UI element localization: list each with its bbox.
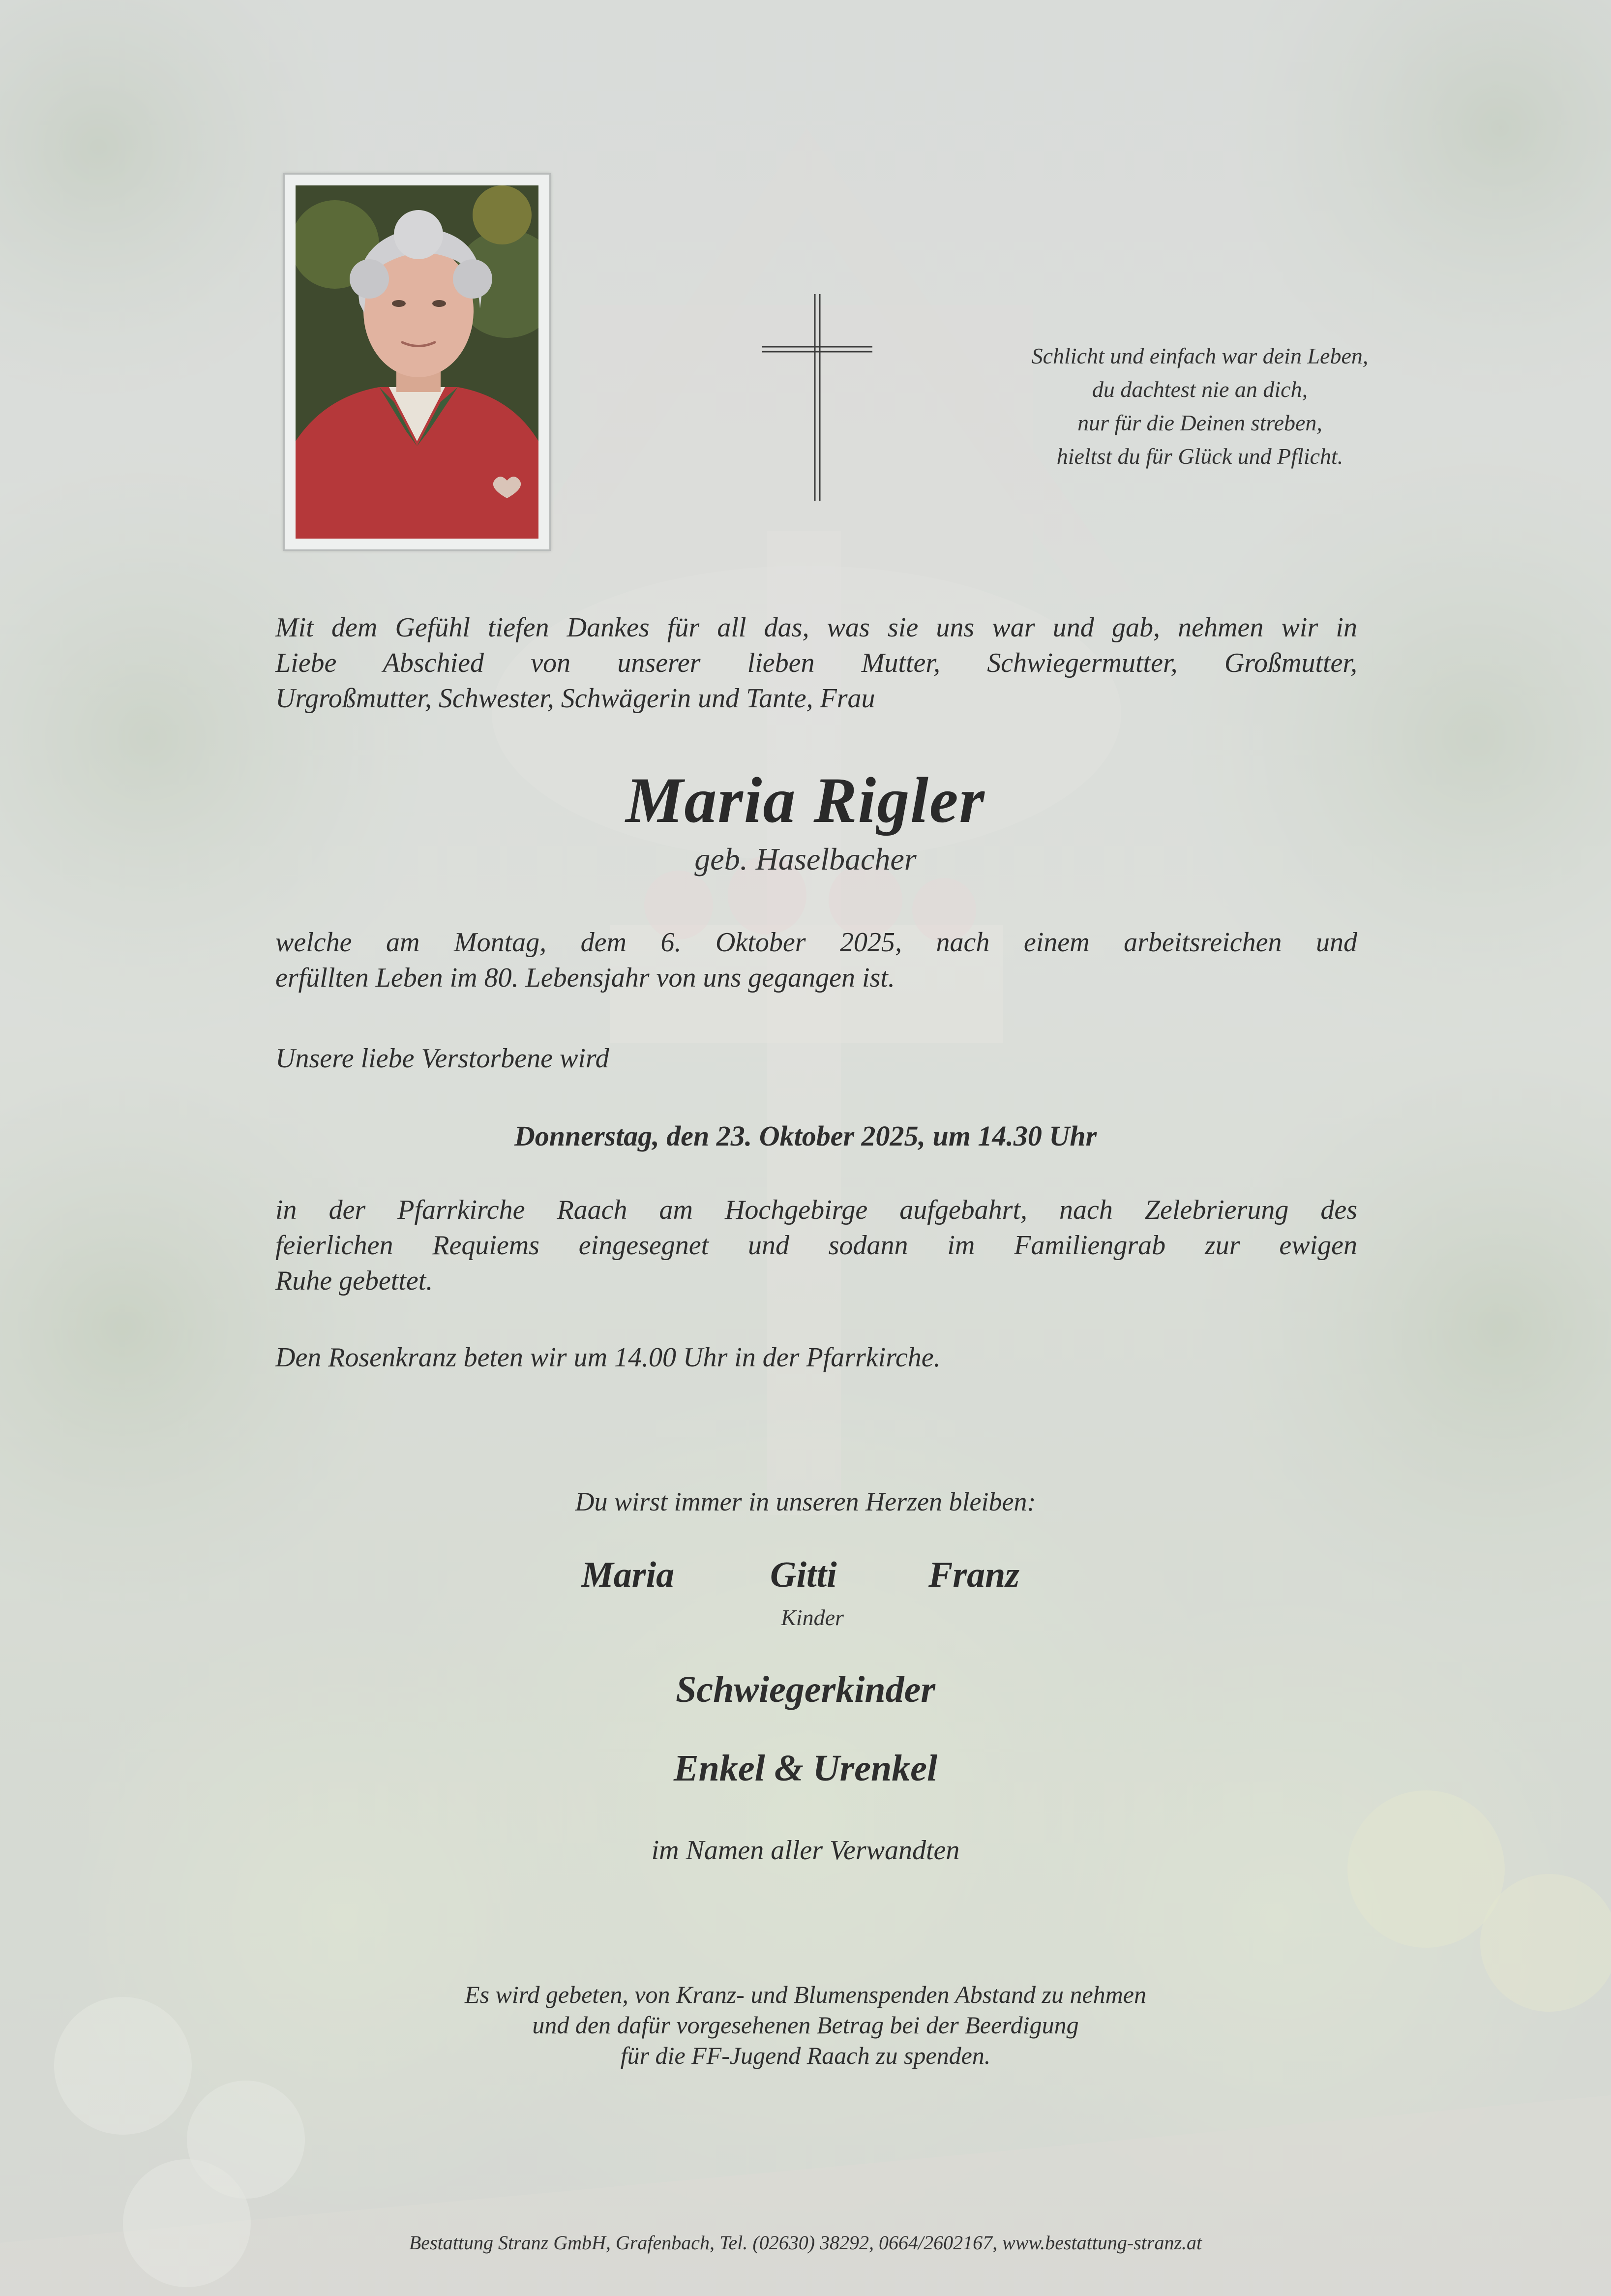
- footer-undertaker: Bestattung Stranz GmbH, Grafenbach, Tel. (02630) 38292, 0664/2602167, www.bestattung-stranz.at: [409, 2232, 1202, 2254]
- portrait-image: [296, 185, 538, 539]
- child-name: Gitti: [770, 1555, 837, 1595]
- child-name: Maria: [581, 1555, 675, 1595]
- poem-line: hieltst du für Glück und Pflicht.: [1056, 444, 1343, 469]
- death-notice: [275, 925, 1357, 996]
- donation-line: und den dafür vorgesehenen Betrag bei der Beerdigung: [532, 2011, 1079, 2039]
- rosary-notice: Den Rosenkranz beten wir um 14.00 Uhr in der Pfarrkirche.: [275, 1342, 941, 1373]
- grandchildren: Enkel & Urenkel: [673, 1748, 938, 1789]
- funeral-text-line: Ruhe gebettet.: [275, 1266, 433, 1296]
- funeral-text-line: in der Pfarrkirche Raach am Hochgebirge aufgebahrt, nach Zelebrierung des: [275, 1195, 1357, 1225]
- death-notice-line: erfüllten Leben im 80. Lebensjahr von uns gegangen ist.: [275, 963, 895, 993]
- cross-icon: [762, 294, 872, 501]
- funeral-intro: Unsere liebe Verstorbene wird: [275, 1043, 609, 1074]
- poem-line: Schlicht und einfach war dein Leben,: [1031, 343, 1369, 368]
- intro-line: Liebe Abschied von unserer lieben Mutter, Schwiegermutter, Großmutter,: [275, 648, 1357, 678]
- death-notice-line: welche am Montag, dem 6. Oktober 2025, nach einem arbeitsreichen und: [275, 927, 1357, 958]
- funeral-date: Donnerstag, den 23. Oktober 2025, um 14.30 Uhr: [514, 1120, 1097, 1152]
- poem-line: du dachtest nie an dich,: [1092, 377, 1308, 402]
- relatives-line: im Namen aller Verwandten: [651, 1835, 960, 1866]
- poem: [964, 339, 1436, 473]
- donation-line: für die FF-Jugend Raach zu spenden.: [620, 2042, 991, 2069]
- funeral-text: [275, 1192, 1357, 1299]
- poem-line: nur für die Deinen streben,: [1077, 410, 1322, 435]
- funeral-text-line: feierlichen Requiems eingesegnet und sodann im Familiengrab zur ewigen: [275, 1230, 1357, 1261]
- donation-line: Es wird gebeten, von Kranz- und Blumenspenden Abstand zu nehmen: [465, 1981, 1146, 2008]
- portrait-photo: [283, 173, 551, 551]
- intro-paragraph: [275, 610, 1357, 716]
- deceased-name: Maria Rigler: [626, 764, 985, 836]
- child-name: Franz: [928, 1555, 1020, 1595]
- in-laws: Schwiegerkinder: [676, 1669, 935, 1710]
- children-label: Kinder: [781, 1605, 844, 1630]
- remembrance-line: Du wirst immer in unseren Herzen bleiben:: [575, 1487, 1036, 1516]
- intro-line: Urgroßmutter, Schwester, Schwägerin und Tante, Frau: [275, 683, 875, 714]
- donation-request: [0, 1979, 1611, 2071]
- maiden-name: geb. Haselbacher: [694, 842, 917, 876]
- intro-line: Mit dem Gefühl tiefen Dankes für all das, was sie uns war und gab, nehmen wir in: [275, 612, 1357, 643]
